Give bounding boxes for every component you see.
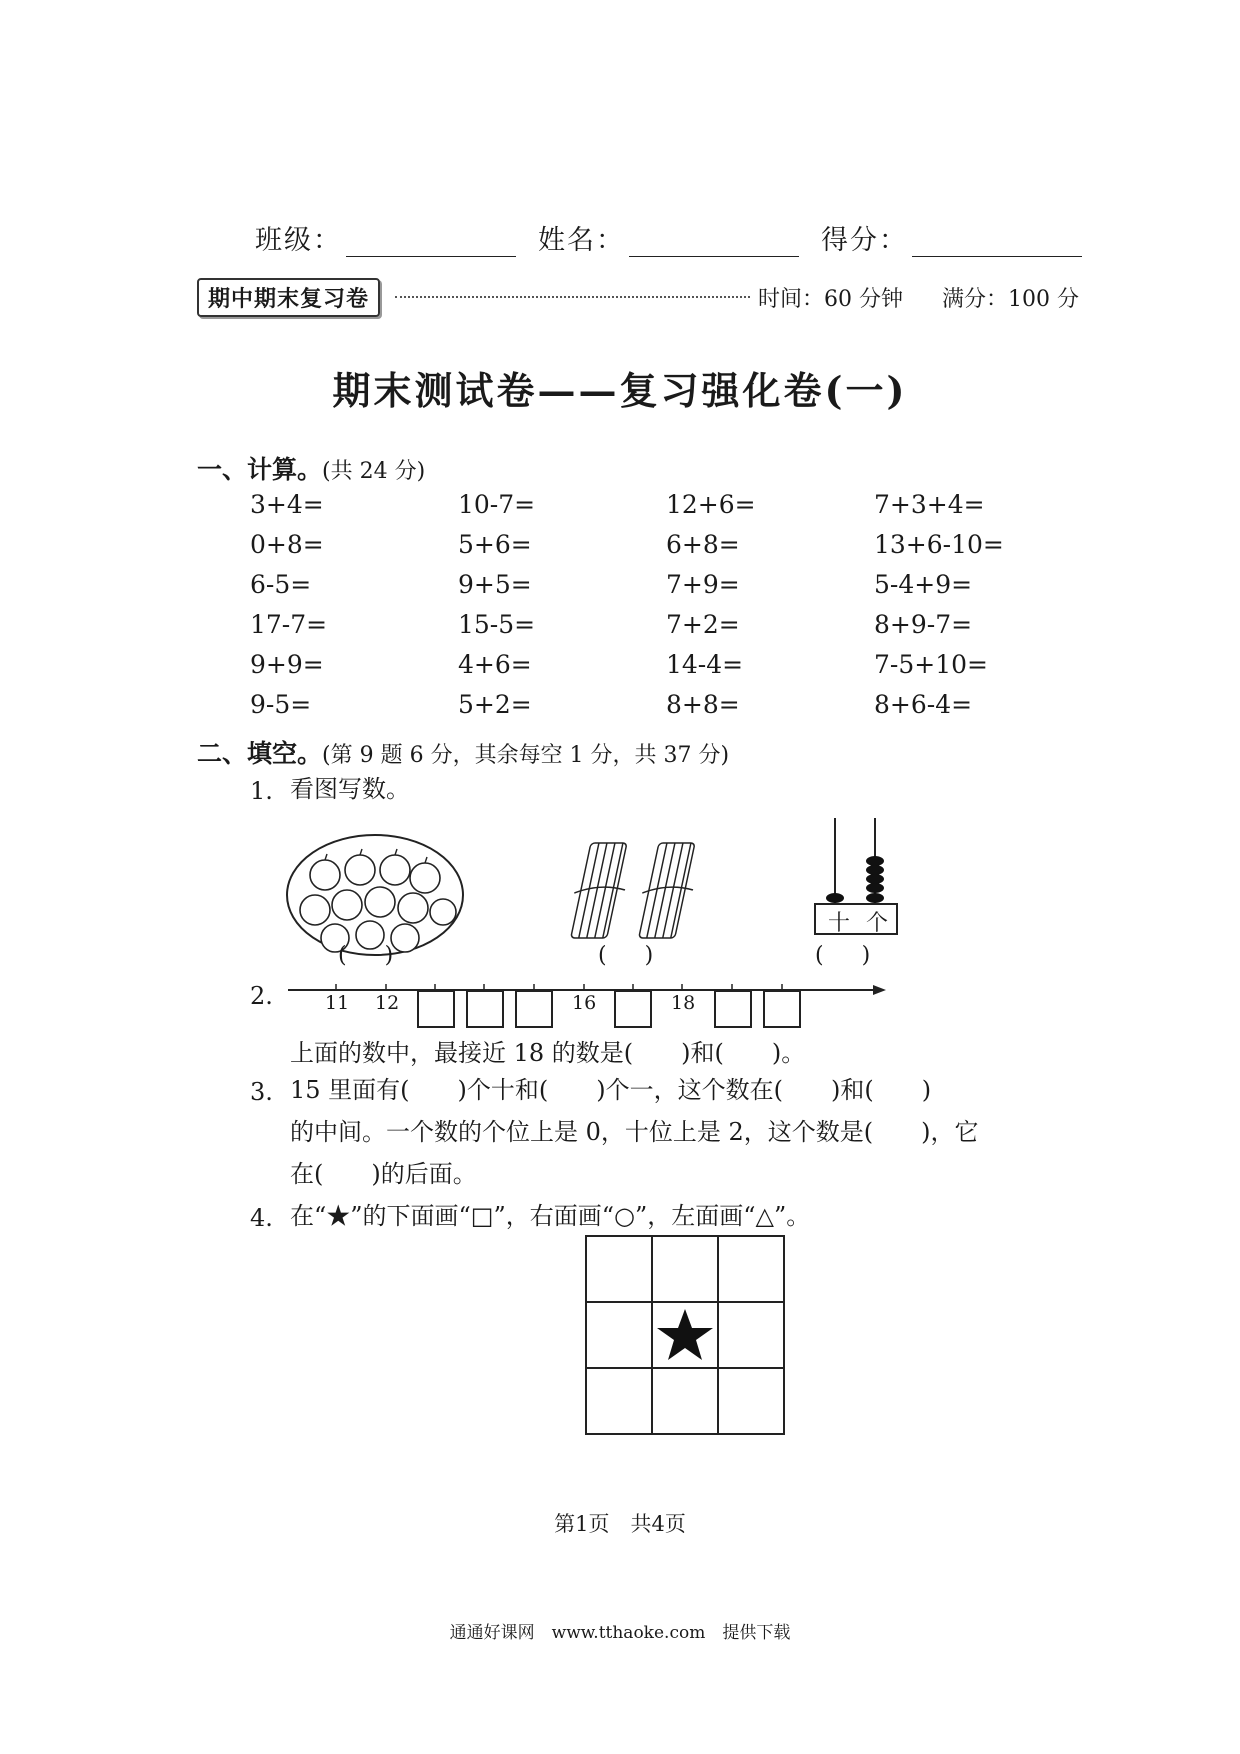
abacus-ones-label: 个 xyxy=(866,911,889,936)
q1-answer-apples[interactable]: () xyxy=(338,943,432,968)
calc-problem: 8+8= xyxy=(666,690,740,719)
calc-problem: 8+9-7= xyxy=(874,610,973,639)
number-line-box[interactable] xyxy=(714,990,752,1028)
calc-problem: 7+2= xyxy=(666,610,740,639)
calculation-grid xyxy=(250,490,1050,720)
q1-text: 看图写数。 xyxy=(290,775,410,803)
calc-problem: 10-7= xyxy=(458,490,536,519)
exam-meta xyxy=(758,282,1079,313)
section1-heading xyxy=(197,450,425,486)
section2-title: 二、填空。 xyxy=(197,739,323,768)
apple-basket-figure xyxy=(285,830,465,960)
stick-bundles-figure xyxy=(570,838,710,948)
q2-text: 上面的数中，最接近 18 的数是( )和( )。 xyxy=(290,1039,806,1067)
calc-problem: 14-4= xyxy=(666,650,744,679)
score-blank[interactable] xyxy=(912,230,1082,257)
calc-problem: 6+8= xyxy=(666,530,740,559)
section1-title: 一、计算。 xyxy=(197,455,323,484)
drawing-grid[interactable] xyxy=(585,1235,785,1435)
q4-text: 在“★”的下面画“□”，右面画“○”，左面画“△”。 xyxy=(290,1202,811,1230)
tick-label: 12 xyxy=(375,992,400,1014)
calc-problem: 9+9= xyxy=(250,650,324,679)
star-icon xyxy=(657,1309,713,1360)
exam-time: 时间：60 分钟 xyxy=(758,287,903,312)
section2-heading xyxy=(197,734,729,770)
q1-number: 1. xyxy=(250,777,273,805)
number-line-box[interactable] xyxy=(614,990,652,1028)
calc-problem: 3+4= xyxy=(250,490,324,519)
calc-problem: 4+6= xyxy=(458,650,532,679)
page-title: 期末测试卷——复习强化卷(一) xyxy=(332,368,908,413)
tick-label: 18 xyxy=(671,992,696,1014)
calc-problem: 9+5= xyxy=(458,570,532,599)
exam-full-score: 满分：100 分 xyxy=(942,287,1079,312)
q3-line1: 15 里面有( )个十和( )个一，这个数在( )和( ) xyxy=(290,1076,932,1104)
calc-problem: 9-5= xyxy=(250,690,312,719)
class-blank[interactable] xyxy=(346,230,516,257)
page-number: 第1页 共4页 xyxy=(554,1512,686,1536)
calc-problem: 7+3+4= xyxy=(874,490,985,519)
calc-problem: 8+6-4= xyxy=(874,690,973,719)
q3-line3: 在( )的后面。 xyxy=(290,1160,477,1188)
calc-problem: 5+6= xyxy=(458,530,532,559)
calc-problem: 6-5= xyxy=(250,570,312,599)
download-credit: 通通好课网 www.tthaoke.com 提供下载 xyxy=(449,1623,791,1643)
number-line-box[interactable] xyxy=(417,990,455,1028)
name-blank[interactable] xyxy=(629,230,799,257)
class-label: 班级： xyxy=(255,225,342,256)
student-info-row xyxy=(255,218,1104,257)
exam-type-badge: 期中期末复习卷 xyxy=(197,278,380,317)
calc-problem: 15-5= xyxy=(458,610,536,639)
q1-answer-sticks[interactable]: () xyxy=(598,943,692,968)
number-line-box[interactable] xyxy=(466,990,504,1028)
calc-problem: 5+2= xyxy=(458,690,532,719)
dotted-divider xyxy=(395,296,750,298)
tick-label: 16 xyxy=(572,992,597,1014)
calc-problem: 7-5+10= xyxy=(874,650,988,679)
calc-problem: 13+6-10= xyxy=(874,530,1004,559)
q3-line2: 的中间。一个数的个位上是 0，十位上是 2，这个数是( )，它 xyxy=(290,1118,979,1146)
score-label: 得分： xyxy=(821,225,908,256)
q3-number: 3. xyxy=(250,1078,273,1106)
calc-problem: 5-4+9= xyxy=(874,570,973,599)
calc-problem: 0+8= xyxy=(250,530,324,559)
tick-label: 11 xyxy=(325,992,350,1014)
name-label: 姓名： xyxy=(538,225,625,256)
calc-problem: 7+9= xyxy=(666,570,740,599)
section1-points: (共 24 分) xyxy=(322,459,426,484)
q4-number: 4. xyxy=(250,1204,273,1232)
section2-points: (第 9 题 6 分，其余每空 1 分，共 37 分) xyxy=(322,743,730,768)
q2-number: 2. xyxy=(250,982,273,1010)
abacus-tens-label: 十 xyxy=(828,911,851,936)
number-line-box[interactable] xyxy=(763,990,801,1028)
calc-problem: 17-7= xyxy=(250,610,328,639)
number-line-box[interactable] xyxy=(515,990,553,1028)
calc-problem: 12+6= xyxy=(666,490,756,519)
q1-answer-abacus[interactable]: () xyxy=(815,943,909,968)
